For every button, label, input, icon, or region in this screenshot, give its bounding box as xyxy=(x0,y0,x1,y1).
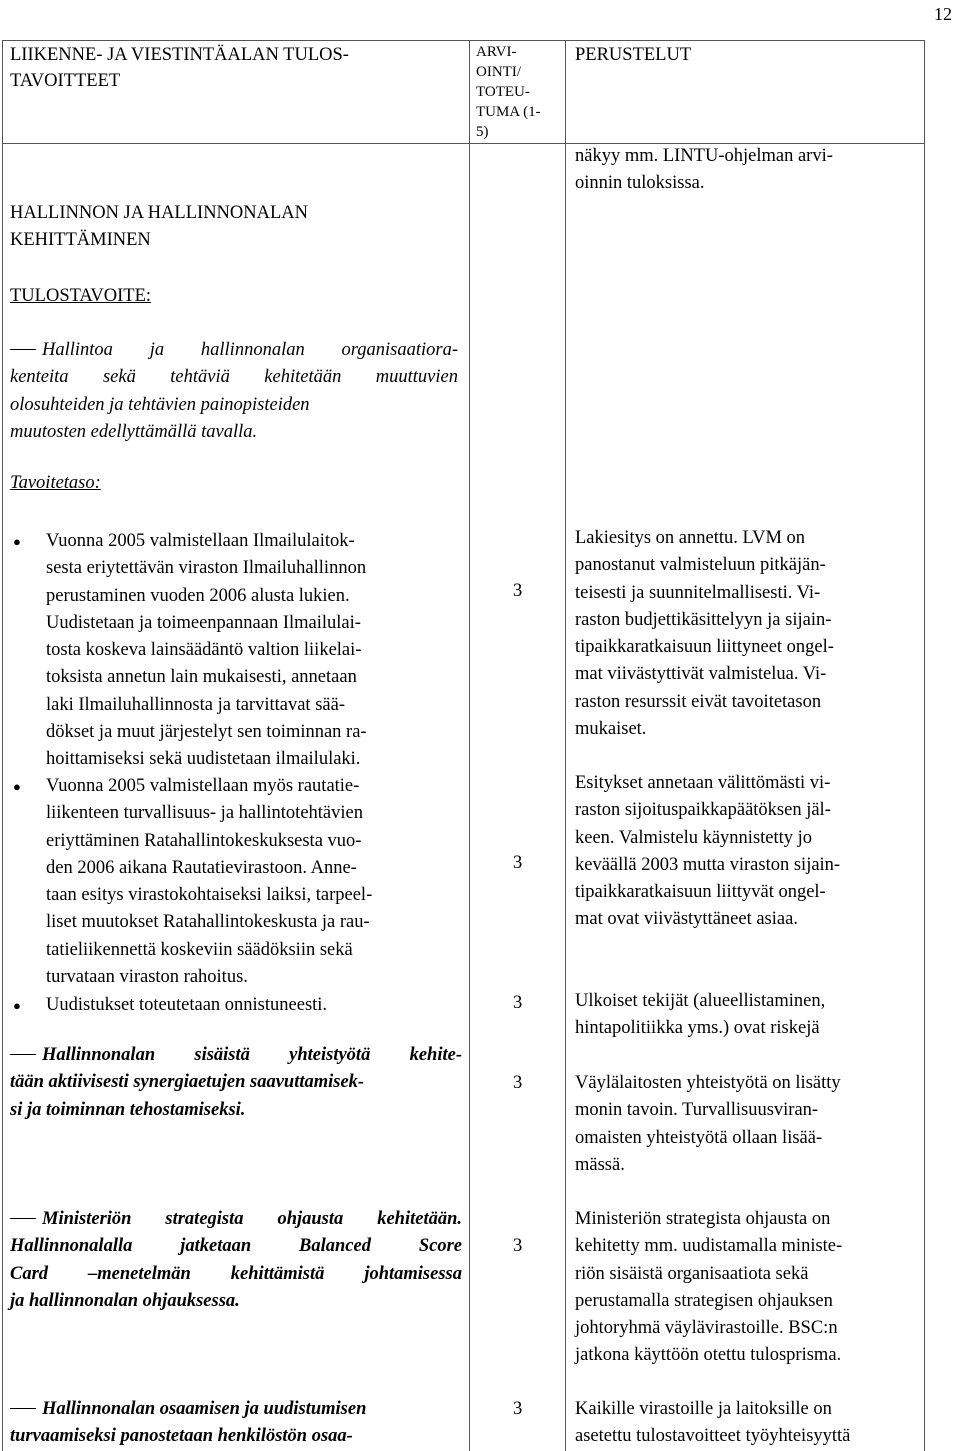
dash-marker xyxy=(10,349,36,350)
goal-3-rationale: Ministeriön strategista ohjausta on kehitetty mm. uudistamalla ministe- riön sisäistä organisaatiota sekä perustamalla strategisen ohjauksen johtoryhmä väylävirastoille. BSC:n jatkona käyttöön otettu tulosprisma. xyxy=(575,1209,843,1366)
table-divider-2 xyxy=(565,40,566,1451)
dash-marker xyxy=(10,1408,36,1409)
item-1-text: Vuonna 2005 valmistellaan Ilmailulaitok- sesta eriytettävän viraston Ilmailuhallinnon perustaminen vuoden 2006 alusta lukien. Uudistetaan ja toimeenpannaan Ilmailulai- tosta koskeva lainsäädäntö valtion liikelai- toksista annetun lain mukaisesti, annetaan laki Ilmailuhallinnosta ja tarvittavat sää- dökset ja muut järjestelyt sen toiminnan ra- hoittamiseksi sekä uudistetaan ilmailulaki. xyxy=(46,531,367,770)
table-divider-1 xyxy=(469,40,470,1451)
bullet-1 xyxy=(13,528,21,555)
table-border-top xyxy=(2,40,925,41)
bullet-2 xyxy=(13,773,21,800)
section-heading: HALLINNON JA HALLINNONALAN KEHITTÄMINEN xyxy=(10,203,309,251)
goal-4-rationale: Kaikille virastoille ja laitoksille on asetettu tulostavoitteet työyhteisyyttä xyxy=(575,1399,851,1447)
dash-marker xyxy=(10,1054,36,1055)
goal-2-rating: 3 xyxy=(513,1073,523,1093)
item-2-text: Vuonna 2005 valmistellaan myös rautatie- liikenteen turvallisuus- ja hallintotehtävien eriyttäminen Ratahallintokeskuksesta vuo- den 2006 aikana Rautatievirastoon. Anne- taan esitys virastokohtaiseksi laiksi, tarpeel- liset muutokset Ratahallintokeskusta ja rau- tatieliikennettä koskeviin säädöksiin sekä turvataan viraston rahoitus. xyxy=(46,776,373,988)
bullet-3 xyxy=(13,992,21,1019)
goal-3-rating: 3 xyxy=(513,1236,523,1256)
dash-marker xyxy=(10,1218,36,1219)
carry-over-rationale: näkyy mm. LINTU-ohjelman arvi- oinnin tuloksissa. xyxy=(575,146,833,194)
item-3-rationale: Ulkoiset tekijät (alueellistaminen, hintapolitiikka yms.) ovat riskejä xyxy=(575,991,826,1039)
page-number: 12 xyxy=(934,4,952,24)
item-2-rationale: Esitykset annetaan välittömästi vi- raston sijoituspaikkapäätöksen jäl- keen. Valmistelu käynnistetty jo keväällä 2003 mutta viraston sijain- tipaikkaratkaisuun liittyvät ongel- mat ovat viivästyttäneet asiaa. xyxy=(575,773,841,930)
table-border-left xyxy=(2,40,3,1451)
item-3-text: Uudistukset toteutetaan onnistuneesti. xyxy=(46,995,328,1015)
item-3-rating: 3 xyxy=(513,993,523,1013)
tulostavoite-label: TULOSTAVOITE: xyxy=(10,286,152,306)
item-1-rating: 3 xyxy=(513,581,523,601)
item-1-rationale: Lakiesitys on annettu. LVM on panostanut valmisteluun pitkäjän- teisesti ja suunnitelmallisesti. Vi- raston budjettikäsittelyyn ja sijain- tipaikkaratkaisuun liittyneet ongel- mat viivästyttivät valmistelua. Vi- raston resurssit eivät tavoitetason mukaiset. xyxy=(575,528,834,740)
goal-4-rating: 3 xyxy=(513,1399,523,1419)
goal-2-rationale: Väylälaitosten yhteistyötä on lisätty monin tavoin. Turvallisuusviran- omaisten yhteistyötä ollaan lisää- mässä. xyxy=(575,1073,841,1175)
header-rationale-title: PERUSTELUT xyxy=(575,45,692,65)
goal-3-text: Ministeriön strategista ohjausta kehitetään. Hallinnonalalla jatketaan Balanced Score Card –menetelmän kehittämistä johtamisessa ja hallinnonalan ohjauksessa. xyxy=(10,1209,462,1311)
goal-4-text: Hallinnonalan osaamisen ja uudistumisen turvaamiseksi panostetaan henkilöstön osaa- xyxy=(10,1399,367,1447)
goal-2-text: Hallinnonalan sisäistä yhteistyötä kehite- tään aktiivisesti synergiaetujen saavuttamisek- si ja toiminnan tehostamiseksi. xyxy=(10,1045,462,1120)
table-border-right xyxy=(924,40,925,1451)
header-goals-title: LIIKENNE- JA VIESTINTÄALAN TULOS- TAVOITTEET xyxy=(10,45,349,91)
goal-1-text: Hallintoa ja hallinnonalan organisaatiora- kenteita sekä tehtäviä kehitetään muuttuvien olosuhteiden ja tehtävien painopisteiden muutosten edellyttämällä tavalla. xyxy=(10,340,458,442)
item-2-rating: 3 xyxy=(513,853,523,873)
tavoitetaso-label: Tavoitetaso: xyxy=(10,473,101,493)
header-rating-title: ARVI- OINTI/ TOTEU- TUMA (1- 5) xyxy=(476,44,541,140)
